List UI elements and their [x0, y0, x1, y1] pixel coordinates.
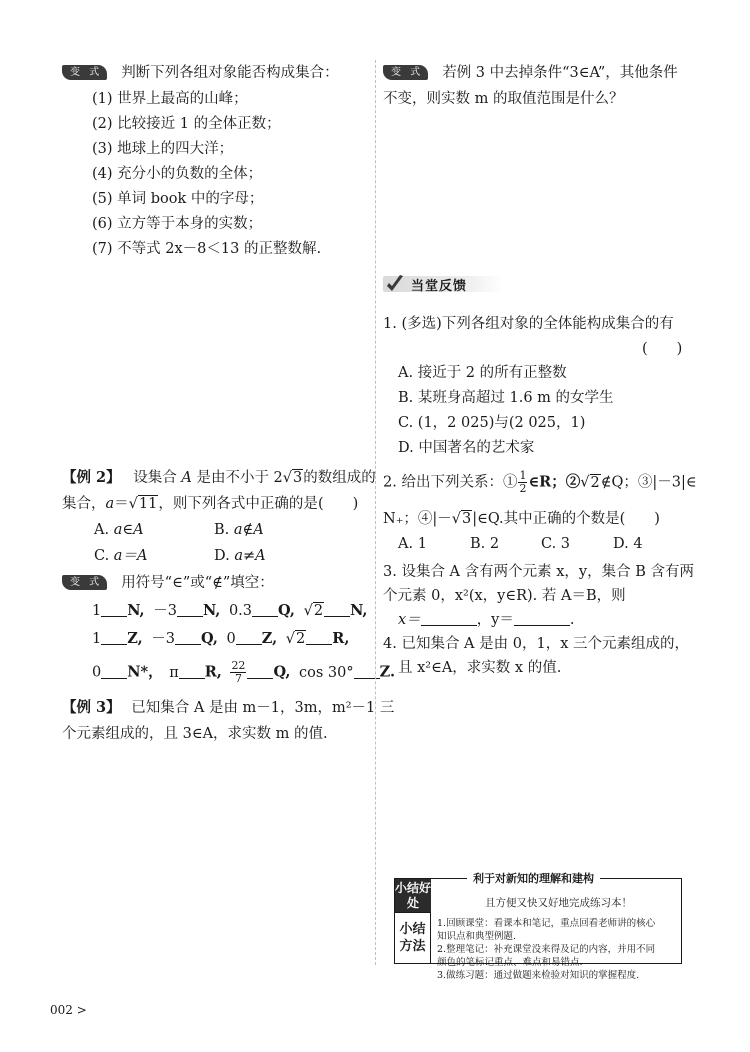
q3-line-3: x＝ ，y＝ . — [398, 612, 575, 628]
q2-line-2: N₊；④|－√3|∈Q.其中正确的个数是( ) — [383, 511, 660, 527]
example-2-line2-a: 集合， — [62, 496, 106, 512]
q1-option: A. 接近于 2 的所有正整数 — [398, 365, 567, 381]
sqrt-11: 11 — [138, 496, 158, 512]
example-2-label: 【例 2】 — [62, 469, 121, 486]
example-2-paren: ( ) — [318, 496, 359, 512]
variant-badge: 变 式 — [62, 575, 107, 590]
pencil-check-icon — [383, 272, 405, 294]
variant-1-item: (1) 世界上最高的山峰； — [92, 91, 248, 107]
example-2-stem-a: 设集合 — [133, 470, 177, 486]
example-2-line2-var: a — [105, 496, 115, 512]
q3-blank-y[interactable] — [514, 611, 570, 626]
variant-1-item: (6) 立方等于本身的实数； — [92, 216, 263, 232]
summary-method-list — [437, 917, 655, 982]
example-2-line2-b: ＝ — [114, 496, 129, 512]
q2-option: B. 2 — [470, 536, 500, 552]
variant-badge: 变 式 — [383, 65, 428, 80]
fill-row-1: 1 N, －3 N, 0.3 Q, √2 N, — [92, 602, 368, 619]
fill-row-3: 0 N*， π R, $\frac{22}{7}$ Q, cos 30° Z. — [92, 659, 396, 685]
variant-3-line-2: 不变，则实数 m 的取值范围是什么？ — [383, 91, 624, 107]
example-2-option-b: B. a∉A — [214, 522, 264, 538]
example-2-stem-b: 是由不小于 2 — [196, 470, 283, 486]
variant-1-item: (5) 单词 book 中的字母； — [92, 191, 264, 207]
example-2-line2-c: ，则下列各式中正确的是 — [158, 496, 318, 512]
variant-2-stem-line — [62, 572, 274, 594]
summary-method-item: 3.做练习题：通过做题来检验对知识的掌握程度. — [437, 970, 640, 981]
summary-method-item: 知识点和典型例题. — [437, 931, 517, 942]
q3-line-2: 个元素 0，x²(x，y∈R). 若 A＝B，则 — [383, 588, 626, 604]
variant-1-stem-line — [62, 62, 339, 84]
variant-1-item: (4) 充分小的负数的全体； — [92, 166, 263, 182]
example-3-line-2: 个元素组成的，且 3∈A，求实数 m 的值. — [62, 726, 328, 742]
section-title: 当堂反馈 — [411, 279, 468, 294]
example-2-option-c: C. a＝A — [94, 548, 148, 564]
summary-method-item: 颜色的笔标记重点、难点和易错点. — [437, 957, 583, 968]
fill-row-2: 1 Z, －3 Q, 0 Z, √2 R, — [92, 630, 350, 647]
variant-1-item: (3) 地球上的四大洋； — [92, 141, 234, 157]
example-2-var-a: A — [181, 470, 192, 486]
summary-title: 利于对新知的理解和建构 — [467, 870, 600, 886]
example-3-line-1: 【例 3】 已知集合 A 是由 m－1，3m，m²－1 三 — [62, 699, 395, 716]
example-2-stem-c: 的数组成的 — [303, 470, 376, 486]
variant-1-item: (7) 不等式 2x－8＜13 的正整数解. — [92, 241, 322, 257]
q1-option: B. 某班身高超过 1.6 m 的女学生 — [398, 390, 614, 406]
q4-line-2: 且 x²∈A，求实数 x 的值. — [398, 660, 562, 676]
q4-line-1: 4. 已知集合 A 是由 0，1，x 三个元素组成的， — [383, 636, 689, 652]
q1-option: C. (1，2 025)与(2 025，1) — [398, 415, 586, 431]
q1-stem: 1. (多选)下列各组对象的全体能构成集合的有 — [383, 316, 674, 332]
variant-1-item: (2) 比较接近 1 的全体正数； — [92, 116, 281, 132]
q2-option: A. 1 — [398, 536, 427, 552]
column-divider — [375, 60, 376, 965]
summary-box — [394, 872, 682, 981]
variant-3-line-1: 变 式 若例 3 中去掉条件“3∈A”，其他条件 — [383, 62, 678, 84]
example-2-line-1: 【例 2】 设集合 A 是由不小于 2√3的数组成的 — [62, 469, 376, 486]
sqrt-3: 3 — [293, 470, 303, 486]
fraction-22-7: $\frac{22}{7}$ — [231, 659, 246, 685]
summary-method-item: 2.整理笔记：补充课堂没来得及记的内容，并用不同 — [437, 944, 656, 955]
variant-2-stem: 用符号“∈”或“∉”填空： — [121, 575, 274, 591]
fraction-1-2: $\frac{1}{2}$ — [519, 469, 527, 495]
summary-method-label: 小结方法 — [395, 912, 431, 963]
q3-blank-x[interactable] — [421, 611, 477, 626]
summary-method-item: 1.回顾课堂：看课本和笔记，重点回看老师讲的核心 — [437, 918, 656, 929]
variant-badge: 变 式 — [62, 65, 107, 80]
q1-option: D. 中国著名的艺术家 — [398, 440, 535, 456]
q2-option: C. 3 — [541, 536, 571, 552]
example-2-line-2: 集合，a＝√11，则下列各式中正确的是 — [62, 496, 318, 512]
summary-benefit-label: 小结好处 — [395, 881, 432, 910]
q1-paren: ( ) — [642, 341, 683, 357]
example-2-option-d: D. a≠A — [214, 548, 266, 564]
variant-1-stem: 判断下列各组对象能否构成集合： — [121, 65, 339, 81]
q2-line-1: 2. 给出下列关系：① $\frac{1}{2}$ ∈R；②√2∉Q；③|－3|∈ — [383, 469, 697, 495]
example-2-option-a: A. a∈A — [94, 522, 144, 538]
q2-option: D. 4 — [613, 536, 643, 552]
page-number: 002 > — [50, 1003, 87, 1017]
q3-line-1: 3. 设集合 A 含有两个元素 x，y，集合 B 含有两 — [383, 564, 694, 580]
example-3-label: 【例 3】 — [62, 699, 121, 716]
summary-subtitle: 且方便又快又好地完成练习本！ — [485, 897, 632, 909]
